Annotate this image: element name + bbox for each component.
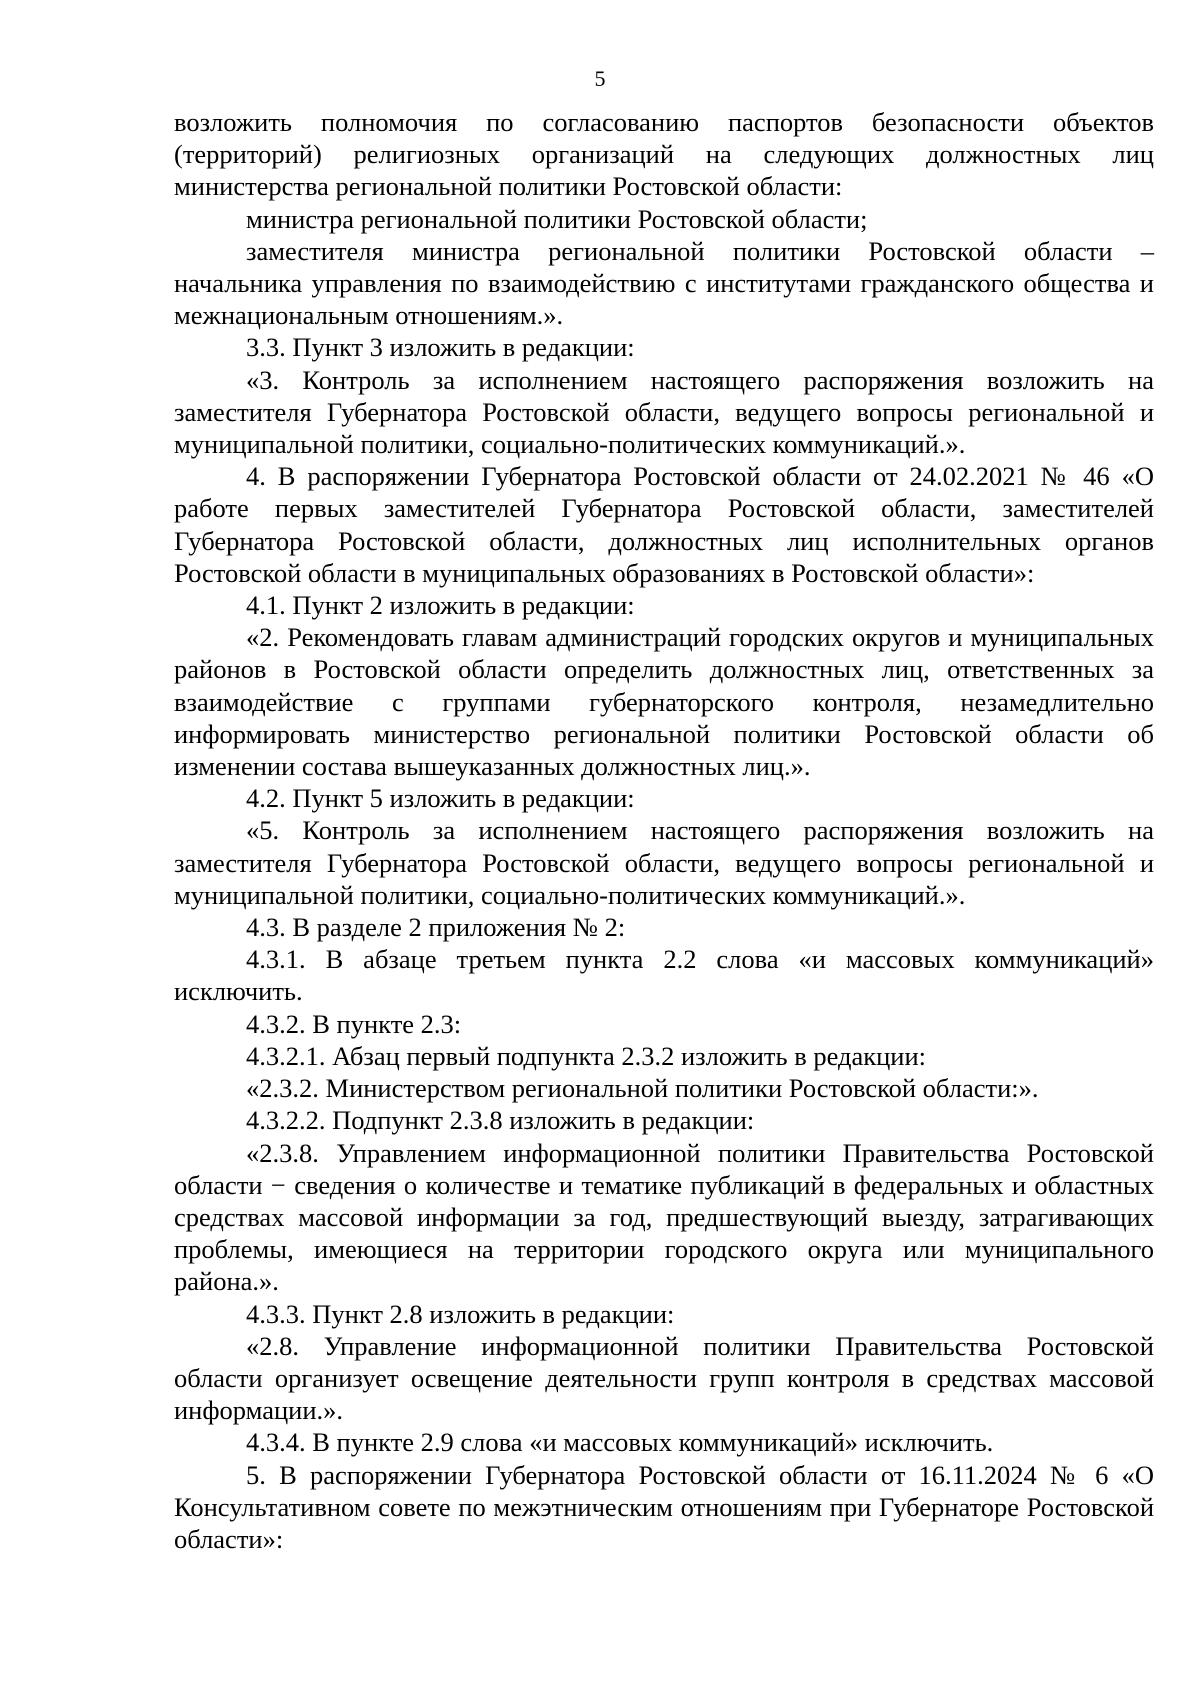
paragraph-quote-5: «5. Контроль за исполнением настоящего распоряжения возложить на заместителя Губернатора Ростовской области, ведущего вопросы региональной и муниципальной политики, социально-политических коммуникаций.». [174,815,1154,910]
paragraph-quote-2-3-2: «2.3.2. Министерством региональной политики Ростовской области:». [246,1073,1039,1104]
paragraph-deputy-minister: заместителя министра региональной политики Ростовской области – начальника управления по взаимодействию с институтами гражданского общества и межнациональным отношениям.». [174,235,1154,331]
paragraph-4-3-2-2: 4.3.2.2. Подпункт 2.3.8 изложить в редакции: [246,1105,755,1136]
paragraph-4-3: 4.3. В разделе 2 приложения № 2: [246,912,626,943]
paragraph-3-3: 3.3. Пункт 3 изложить в редакции: [246,332,635,363]
paragraph-4-3-4: 4.3.4. В пункте 2.9 слова «и массовых коммуникаций» исключить. [246,1427,994,1458]
paragraph-4-1: 4.1. Пункт 2 изложить в редакции: [246,590,635,621]
paragraph-quote-2-8: «2.8. Управление информационной политики Правительства Ростовской области организует освещение деятельности групп контроля в средствах массовой информации.». [174,1330,1154,1426]
paragraph-4-3-2-1: 4.3.2.1. Абзац первый подпункта 2.3.2 изложить в редакции: [246,1040,927,1071]
paragraph-minister: министра региональной политики Ростовской области; [246,203,868,234]
paragraph-4: 4. В распоряжении Губернатора Ростовской области от 24.02.2021 № 46 «О работе первых заместителей Губернатора Ростовской области, заместителей Губернатора Ростовской области, должностных лиц исполнительных органов Ростовской области в муниципальных образованиях в Ростовской области»: [174,461,1154,588]
paragraph-4-3-2: 4.3.2. В пункте 2.3: [246,1008,462,1039]
document-body [174,106,1154,1555]
paragraph-continuation: возложить полномочия по согласованию паспортов безопасности объектов (территорий) религиозных организаций на следующих должностных лиц министерства региональной политики Ростовской области: [174,107,1154,202]
paragraph-5: 5. В распоряжении Губернатора Ростовской области от 16.11.2024 № 6 «О Консультативном совете по межэтническим отношениям при Губернаторе Ростовской области»: [174,1459,1154,1554]
page-number: 5 [594,66,606,91]
paragraph-4-3-3: 4.3.3. Пункт 2.8 изложить в редакции: [246,1298,675,1329]
paragraph-quote-2-3-8: «2.3.8. Управлением информационной политики Правительства Ростовской области − сведения о количестве и тематике публикаций в федеральных и областных средствах массовой информации за год, предшествующий выезду, затрагивающих проблемы, имеющиеся на территории городского округа или муниципального района.». [174,1137,1154,1297]
paragraph-quote-2: «2. Рекомендовать главам администраций городских округов и муниципальных районов в Ростовской области определить должностных лиц, ответственных за взаимодействие с группами губернаторского контроля, незамедлительно информировать министерство региональной политики Ростовской области об изменении состава вышеуказанных должностных лиц.». [174,622,1154,782]
paragraph-4-2: 4.2. Пункт 5 изложить в редакции: [246,783,635,814]
paragraph-quote-3: «3. Контроль за исполнением настоящего распоряжения возложить на заместителя Губернатора Ростовской области, ведущего вопросы региональной и муниципальной политики, социально-политических коммуникаций.». [174,364,1154,460]
paragraph-4-3-1: 4.3.1. В абзаце третьем пункта 2.2 слова «и массовых коммуникаций» исключить. [174,944,1154,1007]
